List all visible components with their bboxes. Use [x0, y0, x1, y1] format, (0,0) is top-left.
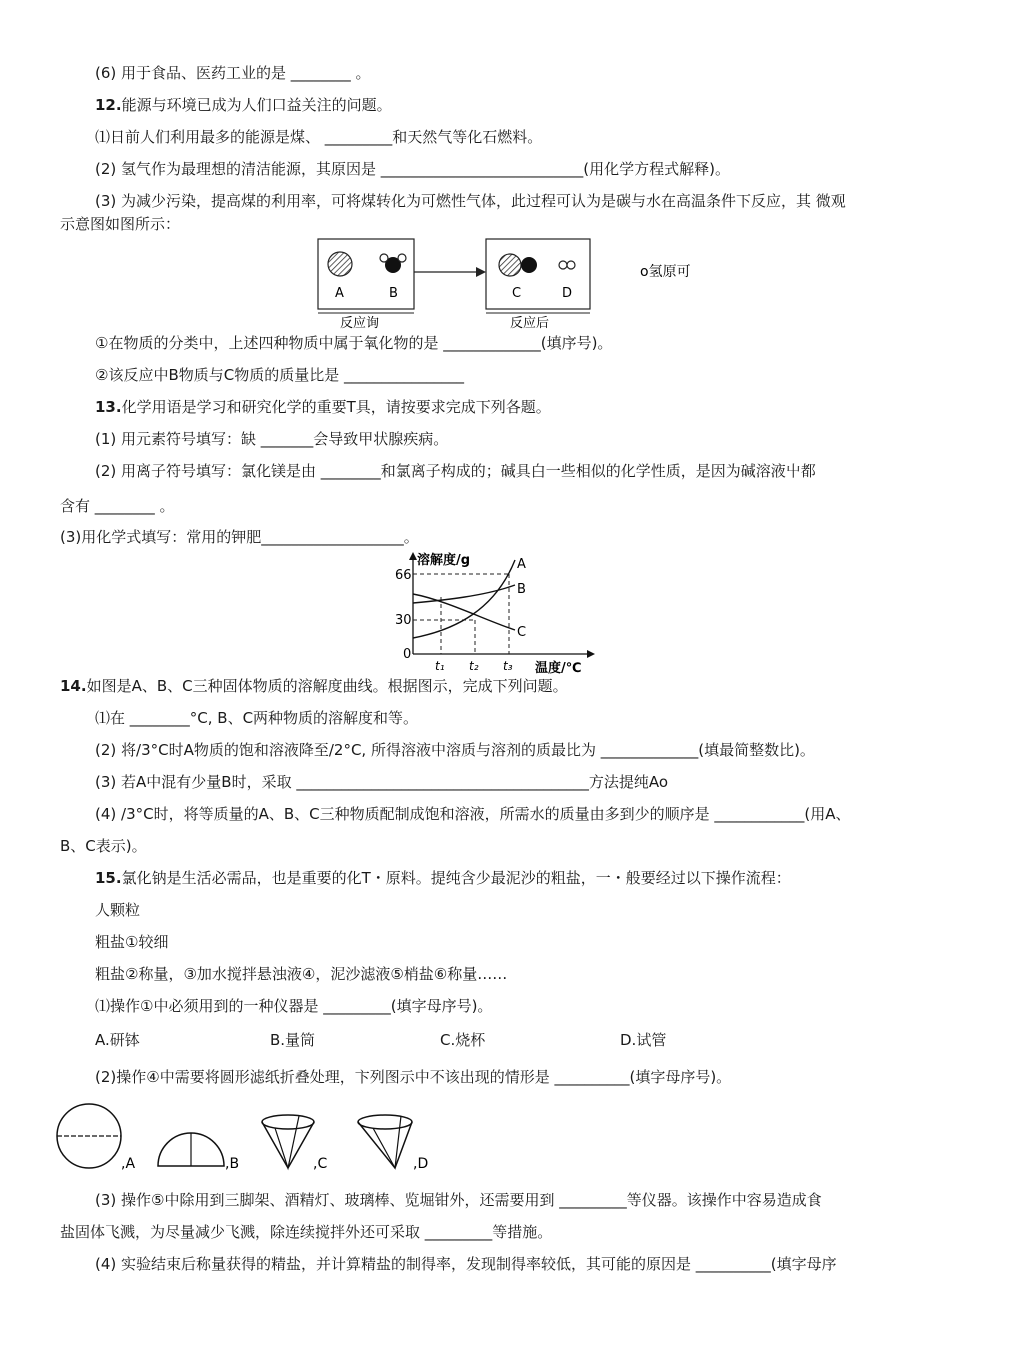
q14-item4-cont: B、C表示)。	[60, 837, 147, 855]
q12-text: 能源与环境已成为人们口益关注的问题。	[121, 96, 392, 114]
q13-stem	[95, 397, 551, 417]
q12-sub2: ②该反应中B物质与C物质的质量比是 ________________	[95, 366, 464, 384]
caption-before: 反应询	[340, 316, 380, 331]
filter-cone-c	[262, 1115, 314, 1129]
q13-item2-cont: 含有 ________ 。	[60, 497, 175, 515]
q15-item4: (4) 实验结束后称量获得的精盐，并计算精盐的制得率，发现制得率较低，其可能的原因是 __________(填字母序	[95, 1255, 837, 1273]
q15-item3-cont: 盐固体飞溅，为尽量减少飞溅，除连续搅拌外还可采取 _________等措施。	[60, 1223, 553, 1241]
curve-label-a: A	[517, 557, 526, 572]
y-tick-66: 66	[395, 568, 412, 583]
option-a: A.研钵	[95, 1031, 140, 1049]
q14-text: 如图是A、B、C三种固体物质的溶解度曲线。根据图示，完成下列问题。	[86, 677, 568, 695]
curve-c	[413, 594, 515, 630]
q15-flow-line2: 粗盐①较细	[95, 933, 169, 951]
x-axis-label: 温度/℃	[535, 661, 582, 676]
fig-label-c: ,C	[313, 1156, 328, 1172]
q11-item6: (6) 用于食品、医药工业的是 ________ 。	[95, 64, 371, 82]
curve-label-b: B	[517, 582, 526, 597]
q12-item3: (3) 为减少污染，提高煤的利用率，可将煤转化为可燃性气体，此过程可认为是碳与水在高温条件下反应，其 微观	[95, 192, 846, 210]
caption-after: 反应后	[510, 316, 550, 331]
q14-stem	[60, 676, 568, 696]
x-tick-t3: t₃	[503, 659, 513, 673]
curve-a	[413, 560, 515, 638]
carbon-atom-c	[499, 254, 521, 276]
q13-text: 化学用语是学习和研究化学的重要T具，请按要求完成下列各题。	[121, 398, 551, 416]
hydrogen-atom-d2	[567, 261, 575, 269]
solubility-curve-figure	[365, 550, 625, 678]
after-box	[486, 239, 590, 309]
q14-number: 14.	[60, 677, 87, 695]
q13-item3: (3)用化学式填写：常用的钾肥___________________。	[60, 528, 419, 546]
q14-item4: (4) /3°C时，将等质量的A、B、C三种物质配制成饱和溶液，所需水的质量由多到少的顺序是 ____________(用A、	[95, 805, 851, 823]
q14-item2: (2) 将/3°C时A物质的饱和溶液降至/2°C, 所得溶液中溶质与溶剂的质最比为 _____________(填最简整数比)。	[95, 741, 815, 759]
x-tick-t2: t₂	[469, 659, 479, 673]
q13-number: 13.	[95, 398, 122, 416]
q15-text: 氯化钠是生活必需品，也是重要的化T・原料。提纯含少最泥沙的粗盐，一・般要经过以下操作流程：	[121, 869, 791, 887]
oxygen-atom-c	[521, 257, 537, 273]
q12-number: 12.	[95, 96, 122, 114]
q15-stem	[95, 868, 791, 888]
q13-item2: (2) 用离子符号填写：氯化镁是由 ________和氯离子构成的；碱具白一些相似的化学性质，是因为碱溶液屮都	[95, 462, 816, 480]
y-axis-label: 溶解度/g	[417, 553, 471, 568]
fig-label-a: ,A	[121, 1156, 136, 1172]
filter-cone-d	[358, 1115, 412, 1129]
q12-item1: ⑴日前人们利用最多的能源是煤、 _________和天然气等化石燃料。	[95, 128, 543, 146]
hydrogen-atom-d1	[559, 261, 567, 269]
q15-item2: (2)操作④中需要将圆形滤纸折叠处理，卞列图示中不该出现的情形是 __________(填字母序号)。	[95, 1068, 732, 1086]
curve-label-c: C	[517, 625, 527, 640]
label-d: D	[562, 286, 573, 301]
fig-label-d: ,D	[413, 1156, 429, 1172]
q12-item3-cont: 示意图如图所示：	[60, 215, 181, 233]
q15-item1: ⑴操作①中必须用到的一种仪器是 _________(填字母序号)。	[95, 997, 493, 1015]
label-a: A	[335, 286, 344, 301]
q15-number: 15.	[95, 869, 122, 887]
q14-item1: ⑴在 ________°C, B、C两种物质的溶解度和等。	[95, 709, 419, 727]
q15-item3: (3) 操作⑤中除用到三脚架、酒精灯、玻璃棒、览堀钳外，还需要用到 _________等仪器。该操作中容易造成食	[95, 1191, 822, 1209]
label-b: B	[389, 286, 398, 301]
legend-hydrogen: o氢原可	[640, 264, 691, 280]
fig-label-b: ,B	[225, 1156, 240, 1172]
x-tick-t1: t₁	[435, 659, 445, 673]
q13-item1: (1) 用元素符号填写：缺 _______会导致甲状腺疾病。	[95, 430, 449, 448]
q15-flow-line3: 粗盐②称量，③加水搅拌悬浊液④，泥沙滤液⑤梢盐⑥称量……	[95, 965, 508, 983]
filter-paper-figures	[55, 1100, 455, 1180]
q14-item3: (3) 若A中混有少量B时，采取 _______________________________________方法提纯Ao	[95, 773, 669, 791]
option-b: B.量筒	[270, 1031, 316, 1049]
y-tick-0: 0	[403, 647, 412, 662]
reaction-micro-diagram	[310, 235, 710, 335]
q12-sub1: ①在物质的分类中，上述四种物质中属于氧化物的是 _____________(填序号)。	[95, 334, 613, 352]
option-d: D.试管	[620, 1031, 667, 1049]
option-c: C.烧杯	[440, 1031, 486, 1049]
hydrogen-atom-b1	[380, 254, 388, 262]
hydrogen-atom-b2	[398, 254, 406, 262]
y-tick-30: 30	[395, 613, 412, 628]
q12-stem	[95, 95, 392, 115]
q12-item2: (2) 氢气作为最理想的清洁能源，其原因是 ___________________________(用化学方程式解释)。	[95, 160, 730, 178]
q15-flow-line1: 人颗粒	[95, 901, 141, 919]
carbon-atom-a	[328, 252, 352, 276]
label-c: C	[512, 286, 522, 301]
